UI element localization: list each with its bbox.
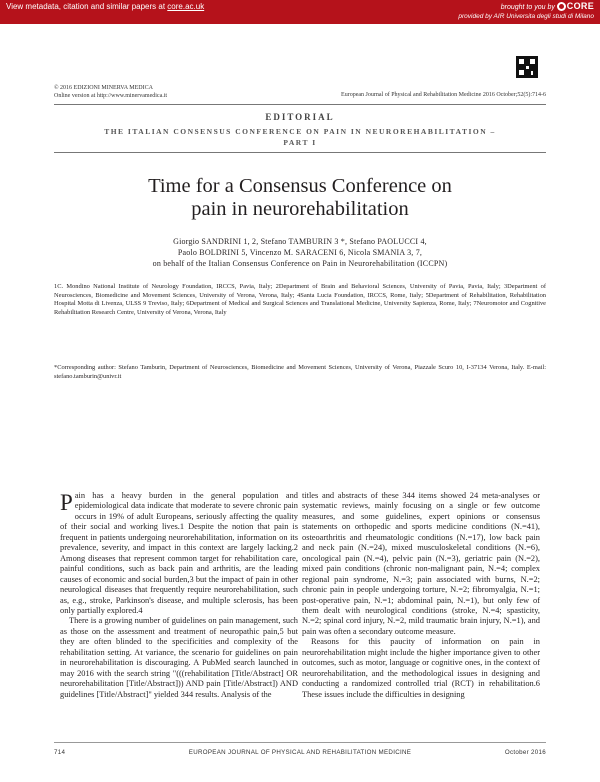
divider <box>54 152 546 153</box>
journal-name: EUROPEAN JOURNAL OF PHYSICAL AND REHABILITATION MEDICINE <box>188 749 412 756</box>
core-logo-icon <box>557 2 566 11</box>
paragraph: Reasons for this paucity of information on pain in neurorehabilitation might include the higher importance given to other outcomes, such as motor, language or cognitive ones, in the context of neurorehabilitation, and the methodological issues in designing and conducting a randomized controlled trial (RCT) in rehabilitation.6 These issues include the difficulties in designing <box>302 637 540 699</box>
online-version: Online version at http://www.minervamedica.it <box>54 92 168 99</box>
drop-cap: P <box>60 490 73 515</box>
author-list <box>60 236 540 269</box>
authors-line: Giorgio SANDRINI 1, 2, Stefano TAMBURIN 3 *, Stefano PAOLUCCI 4, <box>173 237 427 246</box>
divider <box>54 742 546 743</box>
body-column-left <box>60 491 298 700</box>
publisher-info <box>54 85 167 100</box>
title-line: pain in neurorehabilitation <box>191 198 409 220</box>
page-number: 714 <box>54 749 66 756</box>
authors-line: Paolo BOLDRINI 5, Vincenzo M. SARACENI 6, Nicola SMANIA 3, 7, <box>177 248 423 257</box>
paragraph <box>60 491 298 616</box>
divider <box>54 104 546 105</box>
core-brand-name: CORE <box>566 1 594 11</box>
body-column-right <box>302 491 540 700</box>
paragraph: titles and abstracts of these 344 items showed 24 meta-analyses or systematic reviews, mainly focusing on a single or few outcome measures, and some guidelines, expert opinions or consensus statements on orthopedic and sports medicine conditions (N.=41), osteoarthritis and rheumatologic conditions (N.=17), low back pain and neck pain (N.=24), mixed musculoskeletal conditions (N.=6), oncological pain (N.=4), pelvic pain (N.=3), geriatric pain (N.=2), mixed pain conditions (chronic non-malignant pain, N.=4; complex regional pain syndrome, N.=3; pain associated with burns, N.=2; chronic pain in people undergoing torture, N.=2; fibromyalgia, N.=1; post-operative pain, N.=1; abdominal pain, N.=1), but only few of them dealt with neurological conditions (stroke, N.=4; spasticity, N.=2; spinal cord injury, N.=2, mild traumatic brain injury, N.=1), and pain was often a secondary outcome measure. <box>302 491 540 636</box>
core-link[interactable]: core.ac.uk <box>167 2 205 11</box>
article-title <box>60 175 540 221</box>
issue-date: October 2016 <box>504 749 546 756</box>
section-title <box>54 126 546 148</box>
section-title-line: PART I <box>283 138 317 147</box>
paragraph: There is a growing number of guidelines on pain management, such as those on the assessment and treatment of neuropathic pain,5 but they are often blinded to the specificities and complexity of the rehabilitation setting. At variance, the scenario for guidelines on pain in neurorehabilitation is discouraging. A PubMed search launched in may 2016 with the search string "(((rehabilitation [Title/Abstract] OR neurorehabilitation [Title/Abstract])) AND pain [Title/Abstract]) AND guidelines [Title/Abstract]" yielded 344 results. Analysis of the <box>60 616 298 699</box>
title-line: Time for a Consensus Conference on <box>148 175 452 197</box>
core-brand[interactable] <box>501 1 594 11</box>
section-title-line: THE ITALIAN CONSENSUS CONFERENCE ON PAIN IN NEUROREHABILITATION – <box>104 127 496 136</box>
section-label: EDITORIAL <box>265 112 335 122</box>
qr-code-icon <box>516 56 538 78</box>
corresponding-author: *Corresponding author: Stefano Tamburin, Department of Neurosciences, Biomedicine and Movement Sciences, University of Verona, Piazzale Scuro 10, I-37134 Verona, Italy. E-mail: stefano.tamburin@univr.it <box>54 364 546 380</box>
journal-reference: European Journal of Physical and Rehabilitation Medicine 2016 October;52(5):714-6 <box>341 92 546 98</box>
core-provided-by: provided by AIR Universita degli studi di Milano <box>458 13 594 20</box>
core-notice-text: View metadata, citation and similar papers at <box>6 2 168 11</box>
core-brought-by: brought to you by <box>500 4 555 11</box>
copyright: © 2016 EDIZIONI MINERVA MEDICA <box>54 85 153 91</box>
authors-line: on behalf of the Italian Consensus Conference on Pain in Neurorehabilitation (ICCPN) <box>152 259 448 268</box>
core-metadata-notice <box>6 2 204 11</box>
paragraph-text: ain has a heavy burden in the general population and epidemiological data indicate that moderate to severe chronic pain occurs in 19% of adult Europeans, seriously affecting the quality of their social and working lives.1 Despite the notion that pain is frequent in patients undergoing neurorehabilitation, information on its prevalence, severity, and impact in this context are largely lacking.2 Among diseases that represent common target for rehabilitation care, painful conditions, such as back pain and arthritis, are the leading causes of economic and social burden,3 but the impact of pain in other neurological diseases that frequently require neurorehabilitation, such as, e.g., stroke, Parkinson's disease, and multiple sclerosis, has been only partially explored.4 <box>60 491 298 615</box>
core-banner <box>0 0 600 24</box>
affiliations: 1C. Mondino National Institute of Neurology Foundation, IRCCS, Pavia, Italy; 2Department of Brain and Behavioral Sciences, University of Pavia, Pavia, Italy; 3Department of Neurosciences, Biomedicine and Movement Sciences, University of Verona, Verona, Italy; 4Santa Lucia Foundation, IRCCS, Rome, Italy; 5Department of Rehabilitation, Rehabilitation Hospital Motta di Livenza, ULSS 9 Treviso, Italy; 6Department of Medical and Surgical Sciences and Translational Medicine, University Sapienza, Rome, Italy; 7Neuromotor and Cognitive Rehabilitation Research Centre, University of Verona, Verona, Italy <box>54 283 546 316</box>
